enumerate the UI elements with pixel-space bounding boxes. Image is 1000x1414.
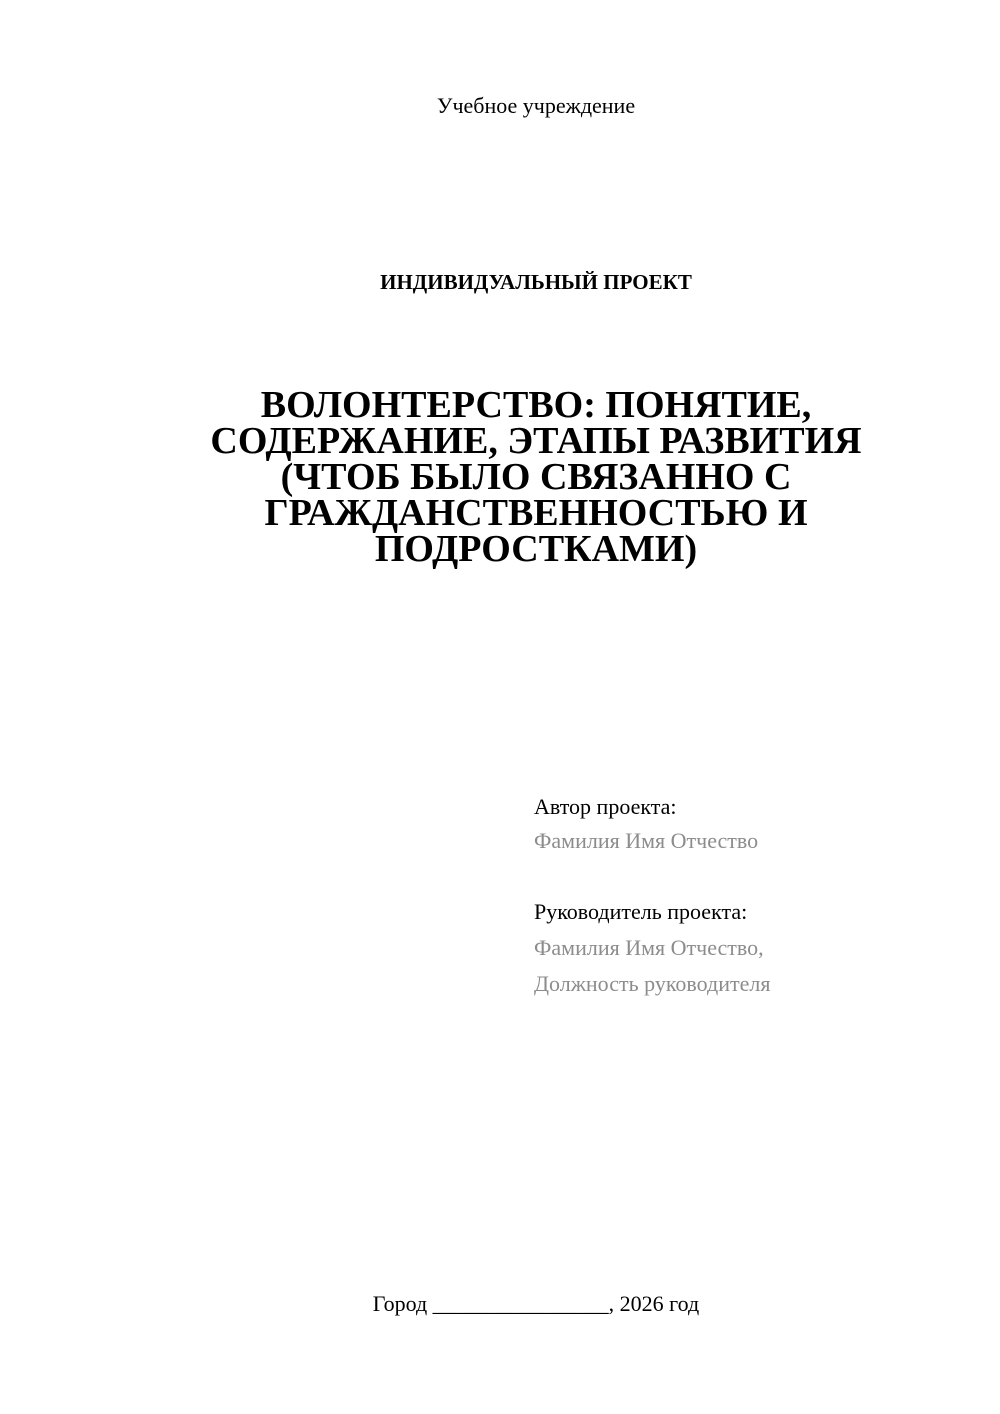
author-name-placeholder: Фамилия Имя Отчество — [534, 828, 759, 853]
author-block — [534, 790, 974, 858]
project-title-line: ПОДРОСТКАМИ) — [374, 528, 698, 570]
project-title-line: СОДЕРЖАНИЕ, ЭТАПЫ РАЗВИТИЯ — [210, 420, 862, 462]
supervisor-block — [534, 894, 974, 1002]
project-title-line: ГРАЖДАНСТВЕННОСТЬЮ И — [264, 492, 808, 534]
author-label: Автор проекта: — [534, 794, 677, 819]
project-title-line: ВОЛОНТЕРСТВО: ПОНЯТИЕ, — [260, 384, 812, 426]
supervisor-position-placeholder: Должность руководителя — [534, 971, 771, 996]
project-title-line: (ЧТОБ БЫЛО СВЯЗАННО С — [280, 456, 792, 498]
project-title — [186, 384, 886, 570]
project-type-heading: ИНДИВИДУАЛЬНЫЙ ПРОЕКТ — [380, 270, 692, 294]
supervisor-name-placeholder: Фамилия Имя Отчество, — [534, 935, 764, 960]
institution-name: Учебное учреждение — [436, 93, 636, 118]
city-year-line: Город ________________, 2026 год — [372, 1291, 700, 1316]
supervisor-label: Руководитель проекта: — [534, 899, 748, 924]
